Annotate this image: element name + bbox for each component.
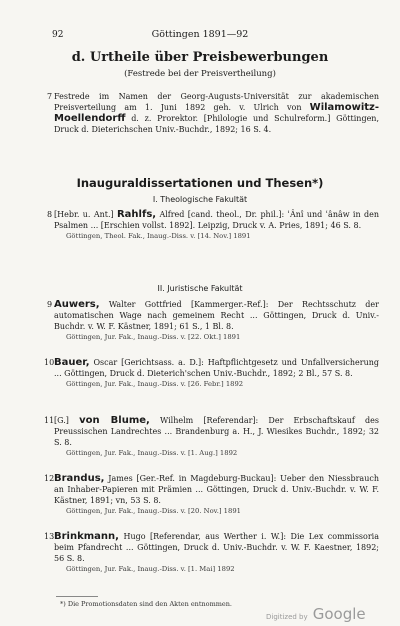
subsection-title-theologische: I. Theologische Fakultät [152,195,248,204]
bibliography-entry [47,299,379,343]
entry-source: Göttingen, Jur. Fak., Inaug.-Diss. v. [1. Aug.] 1892 [66,449,238,457]
bibliography-entry [47,209,379,242]
entry-number: 8 [47,210,53,219]
entry-heading: Brinkmann, [54,531,119,542]
bibliography-entry [47,91,380,135]
entry-heading: Auwers, [54,299,100,310]
subsection-title-juristische: II. Juristische Fakultät [157,284,243,293]
watermark-prefix: Digitized by [266,613,308,621]
entry-number: 10 [44,358,55,367]
section-title-urtheile: d. Urtheile über Preisbewerbungen [71,50,329,65]
entry-prefix: Festrede im Namen der Georg-Augusts-Universität zur akademischen Preisverteilung am 1. Juni 1892 geh. v. Ulrich von [54,92,379,112]
entry-number: 11 [44,416,55,425]
entry-text: d. z. Prorektor. [Philologie und Schulreform.] Göttingen, Druck d. Dieterichschen Univ.-Buchdr., 1892; 16 S. 4. [54,114,379,134]
entry-number: 13 [44,532,55,541]
section-subtitle-urtheile: (Festrede bei der Preisvertheilung) [124,69,276,79]
entry-heading: von Blume, [79,415,150,426]
entry-prefix: [Hebr. u. Ant.] [54,210,114,219]
bibliography-entry [44,473,379,517]
entry-number: 7 [47,92,53,101]
page-number: 92 [52,30,64,40]
entry-number: 12 [44,474,55,483]
bibliography-entry [44,531,379,575]
digitized-watermark [266,604,366,623]
entry-text: Walter Gottfried [Kammerger.-Ref.]: Der Rechtsschutz der automatischen Wage nach gemeinem Recht ... Göttingen, Druck d. Univ.-Buchdr. v. W. F. Kästner, 1891; 61 S., 1 Bl. 8. [54,300,379,331]
entry-text: Alfred [cand. theol., Dr. phil.]: ʿÂnî und ʿânâw in den Psalmen ... [Erschien vollst. 1892]. Leipzig, Druck v. A. Pries, 1891; 46 S. 8. [54,210,379,230]
entry-number: 9 [47,300,53,309]
bibliography-entry [44,357,380,390]
entry-source: Göttingen, Jur. Fak., Inaug.-Diss. v. [22. Okt.] 1891 [66,333,241,341]
entry-source: Göttingen, Jur. Fak., Inaug.-Diss. v. [20. Nov.] 1891 [66,507,241,515]
entry-text: Hugo [Referendar, aus Werther i. W.]: Die Lex commissoria beim Pfandrecht ... Göttingen, Druck d. Univ.-Buchdr. v. W. F. Kaestner, 1892; 56 S. 8. [54,532,379,563]
entry-text: Oscar [Gerichtsass. a. D.]: Haftpflichtgesetz und Unfallversicherung ... Göttingen, Druck d. Dieterich'schen Univ.-Buchdr., 1892; 2 Bl., 57 S. 8. [54,358,380,378]
entry-text: Wilhelm [Referendar]: Der Erbschaftskauf des Preussischen Landrechtes ... Brandenburg a. H., J. Wiesikes Buchdr., 1892; 32 S. 8. [54,416,379,447]
entry-prefix: [G.] [54,416,69,425]
entry-heading: Rahlfs, [116,209,157,220]
running-head: Göttingen 1891—92 [151,29,249,40]
footnote: *) Die Promotionsdaten sind den Akten entnommen. [60,600,233,608]
entry-heading: Bauer, [54,357,90,368]
entry-heading: Wilamowitz-Moellendorff [54,102,380,124]
entry-text: James [Ger.-Ref. in Magdeburg-Buckau]: Ueber den Niessbrauch an Inhaber-Papieren mit Prämien ... Göttingen, Druck d. Univ.-Buchdr. v. W. F. Kästner, 1891; vn, 53 S. 8. [54,474,379,505]
google-logo: Google [312,605,366,623]
footnote-rule [56,596,98,597]
bibliography-entry [44,415,379,459]
section-title-dissertationen: Inauguraldissertationen und Thesen*) [76,176,324,190]
entry-source: Göttingen, Jur. Fak., Inaug.-Diss. v. [26. Febr.] 1892 [66,380,244,388]
entry-heading: Brandus, [54,473,105,484]
entry-source: Göttingen, Theol. Fak., Inaug.-Diss. v. [14. Nov.] 1891 [66,232,251,240]
entry-source: Göttingen, Jur. Fak., Inaug.-Diss. v. [1. Mai] 1892 [66,565,235,573]
